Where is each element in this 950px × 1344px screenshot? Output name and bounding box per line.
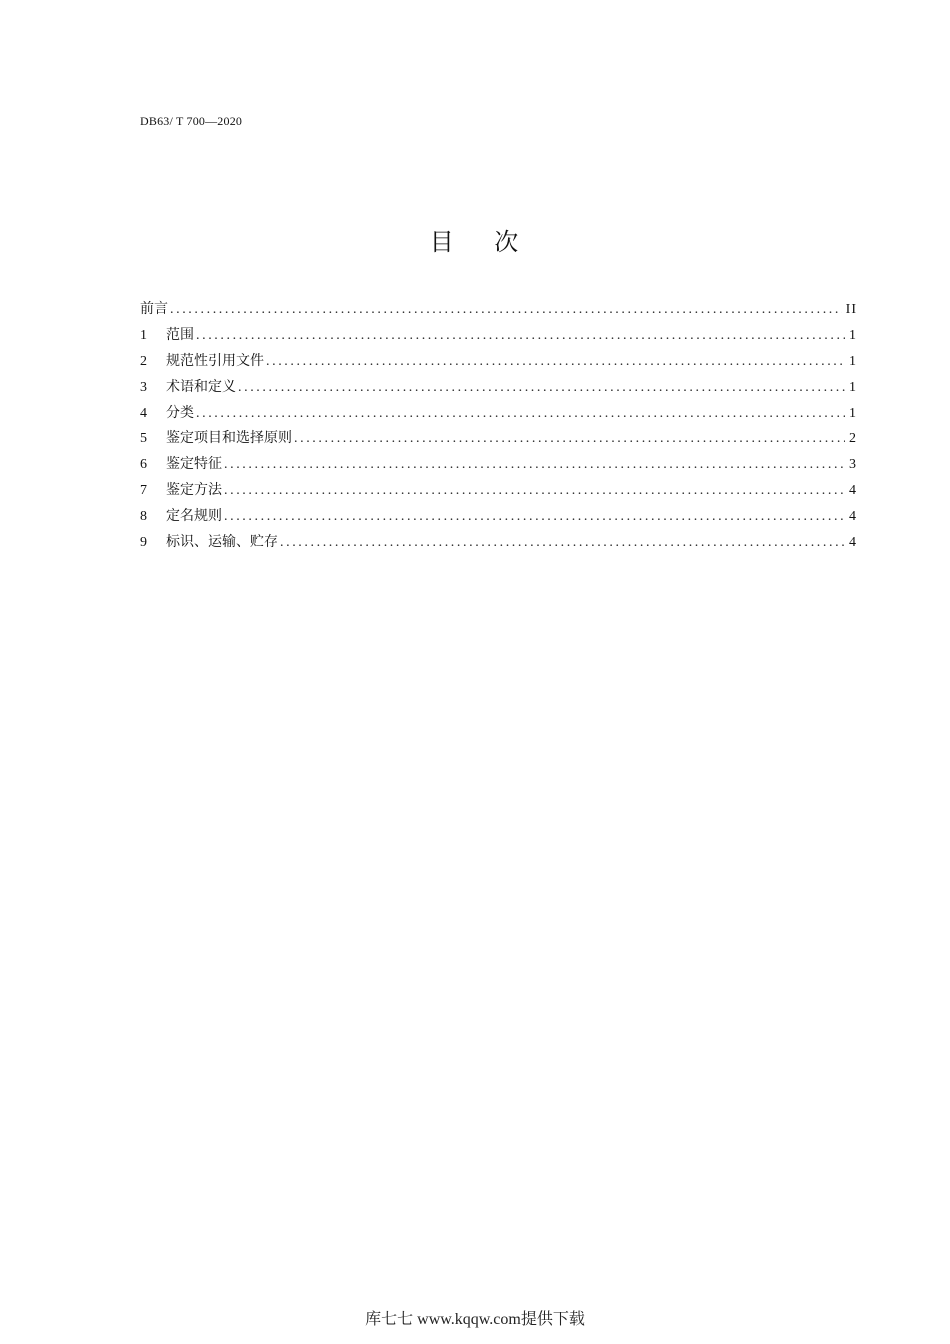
toc-dot-leader <box>266 349 845 375</box>
toc-entry-page: 4 <box>849 509 857 525</box>
toc-dot-leader <box>224 478 845 504</box>
toc-entry-page: 1 <box>849 379 857 395</box>
toc-entry-scope[interactable] <box>140 323 857 349</box>
toc-dot-leader <box>170 297 842 323</box>
toc-entry-number: 4 <box>140 405 147 421</box>
toc-entry-identification-methods[interactable] <box>140 478 857 504</box>
toc-entry-terms-definitions[interactable] <box>140 375 857 401</box>
toc-entry-number: 5 <box>140 431 147 447</box>
toc-entry-identification-features[interactable] <box>140 452 857 478</box>
toc-entry-label: 鉴定项目和选择原则 <box>166 431 292 447</box>
toc-entry-number: 6 <box>140 457 147 473</box>
toc-entry-label: 鉴定特征 <box>166 457 222 473</box>
toc-entry-label: 标识、运输、贮存 <box>166 535 278 551</box>
toc-entry-page: 1 <box>849 353 857 369</box>
toc-entry-page: 4 <box>849 483 857 499</box>
toc-entry-marking-transport-storage[interactable] <box>140 530 857 556</box>
toc-entry-label: 术语和定义 <box>166 379 236 395</box>
toc-entry-normative-references[interactable] <box>140 349 857 375</box>
document-code: DB63/ T 700—2020 <box>140 114 243 128</box>
toc-entry-number: 2 <box>140 353 147 369</box>
toc-entry-label: 范围 <box>166 327 194 343</box>
toc-entry-label: 分类 <box>166 405 194 421</box>
toc-dot-leader <box>196 323 845 349</box>
toc-entry-page: 2 <box>849 431 857 447</box>
toc-entry-page: 4 <box>849 535 857 551</box>
footer-download-note: 库七七 www.kqqw.com提供下载 <box>365 1311 585 1328</box>
toc-entry-identification-items[interactable] <box>140 426 857 452</box>
toc-entry-classification[interactable] <box>140 401 857 427</box>
toc-dot-leader <box>280 530 845 556</box>
toc-entry-number: 3 <box>140 379 147 395</box>
toc-entry-number: 1 <box>140 327 147 343</box>
toc-entry-foreword[interactable] <box>140 297 857 323</box>
toc-entry-page: 1 <box>849 327 857 343</box>
toc-dot-leader <box>238 375 845 401</box>
toc-entry-label: 鉴定方法 <box>166 483 222 499</box>
toc-dot-leader <box>224 504 845 530</box>
toc-dot-leader <box>224 452 845 478</box>
toc-entry-number: 8 <box>140 509 147 525</box>
toc-dot-leader <box>294 426 845 452</box>
toc-entry-page: 3 <box>849 457 857 473</box>
toc-entry-page: II <box>845 302 857 317</box>
toc-entry-label: 定名规则 <box>166 509 222 525</box>
toc-entry-number: 7 <box>140 483 147 499</box>
toc-title: 目 次 <box>429 228 521 256</box>
toc-entry-label: 规范性引用文件 <box>166 353 264 369</box>
toc-list <box>140 297 857 556</box>
toc-entry-naming-rules[interactable] <box>140 504 857 530</box>
toc-entry-number: 9 <box>140 535 147 551</box>
toc-entry-page: 1 <box>849 405 857 421</box>
toc-entry-label: 前言 <box>140 302 168 317</box>
toc-dot-leader <box>196 401 845 427</box>
